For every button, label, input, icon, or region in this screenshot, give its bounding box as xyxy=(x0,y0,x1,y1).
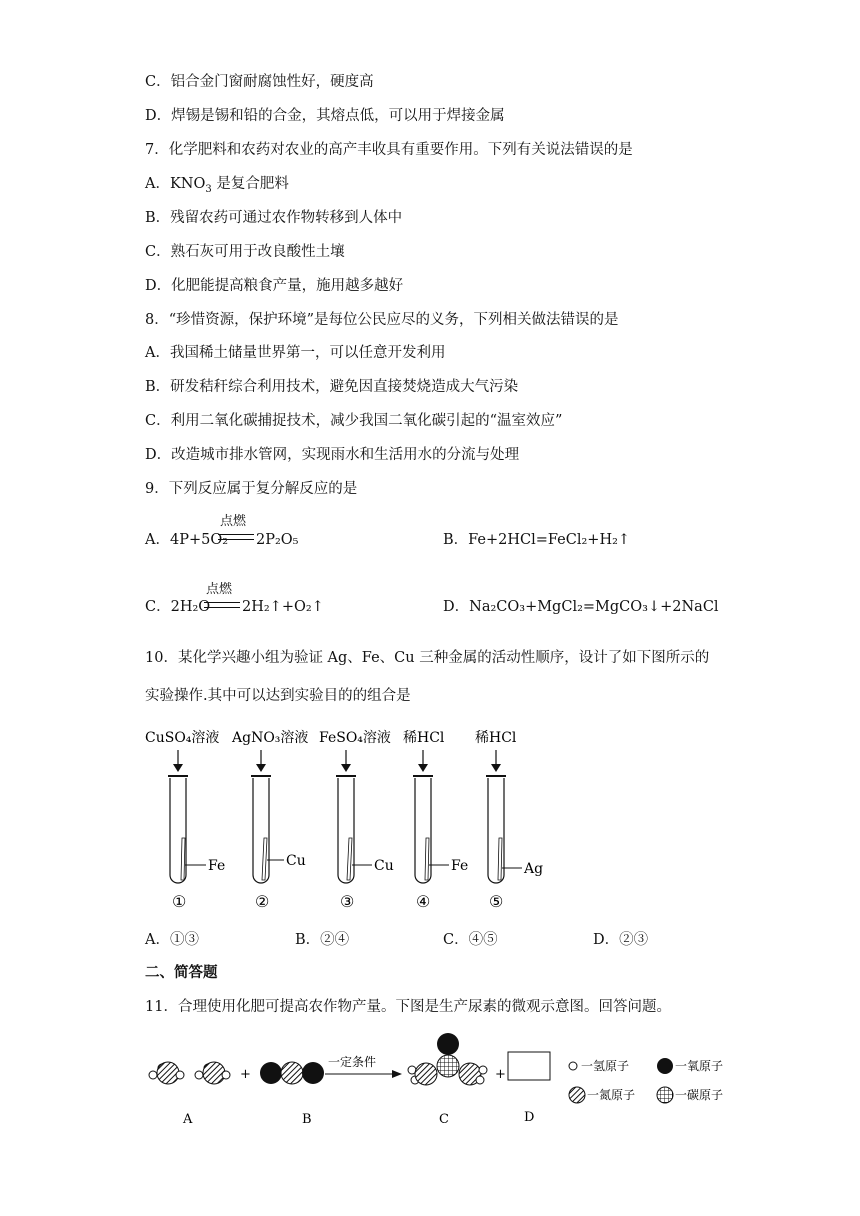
reaction-arrow-icon xyxy=(392,1070,402,1078)
tube-1-metal-label: Fe xyxy=(208,858,226,874)
plus-sign-1: + xyxy=(240,1067,251,1082)
tube-3-metal-label: Cu xyxy=(374,858,394,874)
oxygen-atom-icon xyxy=(657,1058,673,1074)
q7-option-d: D．化肥能提高粮食产量，施用越多越好 xyxy=(145,278,404,294)
q8-option-b: B．研发秸秆综合利用技术，避免因直接焚烧造成大气污染 xyxy=(145,379,519,395)
q9-a-condition: 点燃 xyxy=(220,514,247,529)
q9-stem: 9．下列反应属于复分解反应的是 xyxy=(145,481,358,497)
nitrogen-atom-icon xyxy=(569,1087,585,1103)
molecule-b xyxy=(260,1062,324,1127)
legend-carbon: 一碳原子 xyxy=(675,1088,724,1102)
q9-option-d: D．Na₂CO₃+MgCl₂=MgCO₃↓+2NaCl xyxy=(443,599,719,615)
q10-option-c: C．④⑤ xyxy=(443,932,498,948)
q9-c-condition: 点燃 xyxy=(206,582,233,597)
label-d: D xyxy=(524,1110,535,1125)
q9-option-c-left: C．2H₂O xyxy=(145,599,211,615)
test-tube-3 xyxy=(319,729,394,911)
legend-oxygen: 一氧原子 xyxy=(675,1059,724,1073)
q7-stem: 7．化学肥料和农药对农业的高产丰收具有重要作用。下列有关说法错误的是 xyxy=(145,142,633,158)
q7-option-c: C．熟石灰可用于改良酸性土壤 xyxy=(145,244,345,260)
q8-stem: 8．“珍惜资源，保护环境”是每位公民应尽的义务，下列相关做法错误的是 xyxy=(145,312,619,328)
q8-option-a: A．我国稀土储量世界第一，可以任意开发利用 xyxy=(145,345,446,361)
tube-2-number: ② xyxy=(255,892,270,911)
q11-stem: 11．合理使用化肥可提高农作物产量。下图是生产尿素的微观示意图。回答问题。 xyxy=(145,999,671,1015)
tube-3-solution-label: FeSO₄溶液 xyxy=(319,730,391,746)
test-tube-5 xyxy=(475,730,543,911)
q8-option-c: C．利用二氧化碳捕捉技术，减少我国二氧化碳引起的“温室效应” xyxy=(145,413,563,429)
molecule-d-box xyxy=(508,1052,550,1125)
tube-2-metal-label: Cu xyxy=(286,853,306,869)
tube-1-number: ① xyxy=(172,892,187,911)
q6-option-c: C．铝合金门窗耐腐蚀性好，硬度高 xyxy=(145,74,374,90)
tube-5-solution-label: 稀HCl xyxy=(475,730,517,746)
legend-nitrogen: 一氮原子 xyxy=(587,1088,636,1102)
test-tube-1 xyxy=(145,729,225,911)
q9-option-a-right: 2P₂O₅ xyxy=(256,532,299,548)
q10-stem-line2: 实验操作.其中可以达到实验目的的组合是 xyxy=(145,688,411,704)
q9-option-c-right: 2H₂↑+O₂↑ xyxy=(242,599,324,615)
tube-4-metal-label: Fe xyxy=(451,858,469,874)
q7-option-b: B．残留农药可通过农作物转移到人体中 xyxy=(145,210,403,226)
q7-option-a: A．$KNO_3$ 是复合肥料 xyxy=(145,176,289,195)
carbon-atom-icon xyxy=(657,1087,673,1103)
test-tube-2 xyxy=(231,729,308,911)
tube-1-solution-label: CuSO₄溶液 xyxy=(145,730,220,746)
molecule-c xyxy=(408,1033,487,1127)
q9-option-a-left: A．4P+5O₂ xyxy=(145,532,229,548)
label-a: A xyxy=(183,1112,193,1127)
tube-3-number: ③ xyxy=(340,892,355,911)
tube-4-number: ④ xyxy=(416,892,431,911)
test-tube-4 xyxy=(403,730,468,911)
molecule-a xyxy=(149,1062,230,1127)
hydrogen-atom-icon xyxy=(569,1062,577,1070)
atom-legend xyxy=(569,1058,723,1103)
plus-sign-2: + xyxy=(495,1067,506,1082)
tube-4-solution-label: 稀HCl xyxy=(403,730,445,746)
section-heading: 二、简答题 xyxy=(145,964,218,981)
q8-option-d: D．改造城市排水管网，实现雨水和生活用水的分流与处理 xyxy=(145,447,520,463)
q9-option-b: B．Fe+2HCl=FeCl₂+H₂↑ xyxy=(443,532,631,548)
legend-hydrogen: 一氢原子 xyxy=(581,1059,630,1073)
q10-option-b: B．②④ xyxy=(295,932,350,948)
tube-2-solution-label: AgNO₃溶液 xyxy=(232,730,309,746)
label-b: B xyxy=(302,1112,312,1127)
q10-option-a: A．①③ xyxy=(145,932,199,948)
q10-stem-line1: 10．某化学兴趣小组为验证 Ag、Fe、Cu 三种金属的活动性顺序，设计了如下图所示的 xyxy=(145,650,710,666)
q9-c-equals-sign xyxy=(204,602,240,608)
q9-a-equals-sign xyxy=(218,534,254,540)
urea-micro-diagram xyxy=(140,1030,760,1130)
reaction-condition: 一定条件 xyxy=(328,1055,377,1069)
label-c: C xyxy=(439,1112,449,1127)
q10-option-d: D．②③ xyxy=(593,932,649,948)
test-tube-figure xyxy=(140,720,560,915)
tube-5-metal-label: Ag xyxy=(524,861,544,877)
tube-5-number: ⑤ xyxy=(489,892,504,911)
q6-option-d: D．焊锡是锡和铅的合金，其熔点低，可以用于焊接金属 xyxy=(145,108,505,124)
